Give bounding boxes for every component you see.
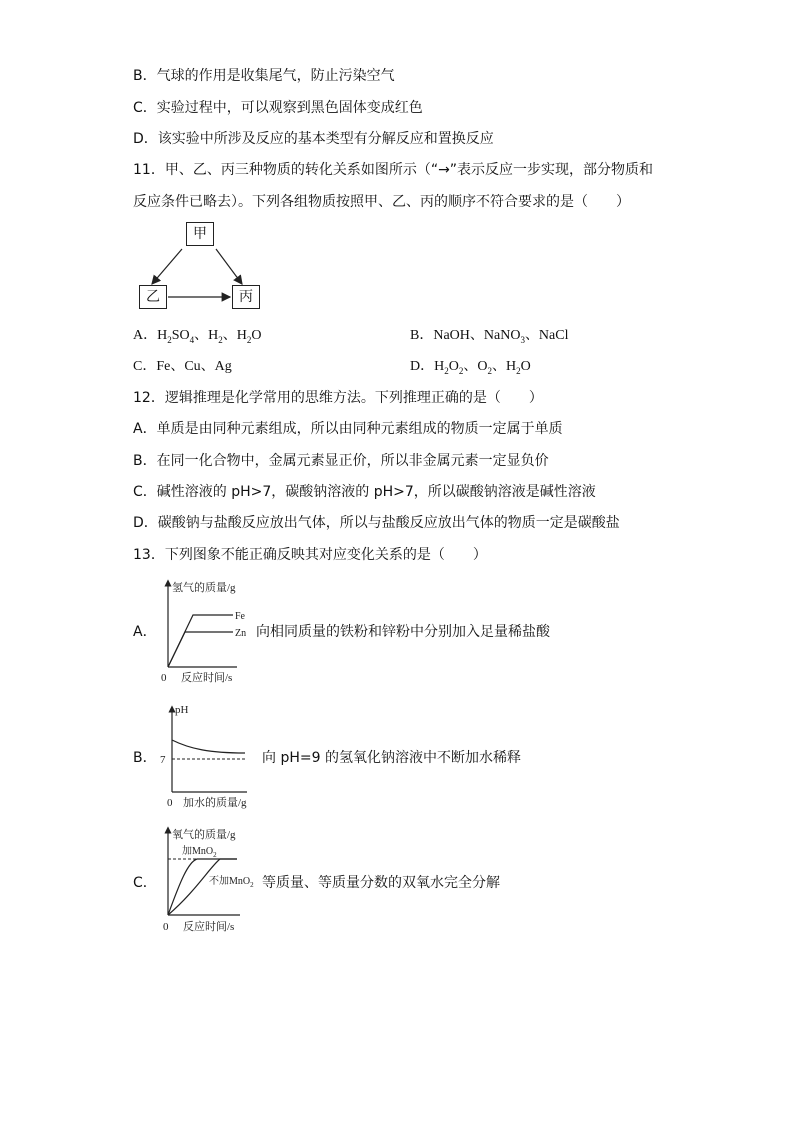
origin-label: 0 [161, 672, 167, 684]
x-axis-label: 反应时间/s [181, 672, 233, 684]
graph-hydrogen-mass [155, 575, 255, 690]
box-bing: 丙 [232, 285, 260, 309]
series-zn-curve [168, 632, 233, 667]
q11-option-c: C．Fe、Cu、Ag [133, 359, 232, 374]
q11-option-d: D．$H_2O_2$、$O_2$、$H_2O$ [410, 359, 531, 376]
option-c-line: C．实验过程中，可以观察到黑色固体变成红色 [133, 100, 423, 116]
y-axis-label: 氢气的质量/g [172, 582, 236, 594]
box-yi: 乙 [139, 285, 167, 309]
question-12-stem: 12．逻辑推理是化学常用的思维方法。下列推理正确的是（ ） [133, 390, 543, 406]
option-d-line: D．该实验中所涉及反应的基本类型有分解反应和置换反应 [133, 131, 494, 147]
ph-curve [172, 740, 245, 753]
y-axis-label: pH [175, 704, 189, 716]
box-jia: 甲 [186, 222, 214, 246]
series-fe-curve [168, 615, 233, 667]
without-mno2-label: 不加MnO$_2$ [209, 876, 254, 889]
question-11-stem-cont: 反应条件已略去）。下列各组物质按照甲、乙、丙的顺序不符合要求的是（ ） [133, 194, 630, 210]
q11-option-a: A．$H_2SO_4$、$H_2$、$H_2O$ [133, 328, 262, 345]
arrow-jia-bing [216, 249, 242, 284]
with-mno2-label: 加MnO$_2$ [182, 846, 217, 859]
q12-option-c: C．碱性溶液的 pH>7，碳酸钠溶液的 pH>7，所以碳酸钠溶液是碱性溶液 [133, 484, 596, 500]
q12-option-a: A．单质是由同种元素组成，所以由同种元素组成的物质一定属于单质 [133, 421, 563, 437]
question-13-stem: 13．下列图象不能正确反映其对应变化关系的是（ ） [133, 547, 487, 563]
x-axis-label: 加水的质量/g [183, 797, 247, 809]
origin-label: 0 [167, 797, 173, 809]
q13-option-a-desc: 向相同质量的铁粉和锌粉中分别加入足量稀盐酸 [256, 624, 550, 640]
question-11-stem: 11．甲、乙、丙三种物质的转化关系如图所示（“→”表示反应一步实现，部分物质和 [133, 162, 654, 178]
q13-option-c-desc: 等质量、等质量分数的双氧水完全分解 [262, 875, 500, 891]
arrow-jia-yi [152, 249, 182, 284]
q13-option-c-letter: C． [133, 875, 157, 891]
origin-label: 0 [163, 921, 169, 933]
q13-option-a-letter: A． [133, 624, 157, 640]
q11-option-b: B．NaOH、NaNO$_3$、NaCl [410, 328, 569, 345]
option-b-line: B．气球的作用是收集尾气，防止污染空气 [133, 68, 395, 84]
q13-option-b-desc: 向 pH=9 的氢氧化钠溶液中不断加水稀释 [262, 750, 521, 766]
q12-option-d: D．碳酸钠与盐酸反应放出气体，所以与盐酸反应放出气体的物质一定是碳酸盐 [133, 515, 620, 531]
graph-oxygen-mass [155, 822, 265, 937]
q13-option-b-letter: B． [133, 750, 157, 766]
ph7-tick-label: 7 [160, 754, 166, 766]
y-axis-label: 氧气的质量/g [172, 829, 236, 841]
graph-ph-dilution [155, 697, 260, 812]
series-zn-label: Zn [235, 628, 247, 639]
x-axis-label: 反应时间/s [183, 921, 235, 933]
series-fe-label: Fe [235, 611, 245, 622]
with-mno2-curve [168, 859, 237, 915]
q12-option-b: B．在同一化合物中，金属元素显正价，所以非金属元素一定显负价 [133, 453, 549, 469]
